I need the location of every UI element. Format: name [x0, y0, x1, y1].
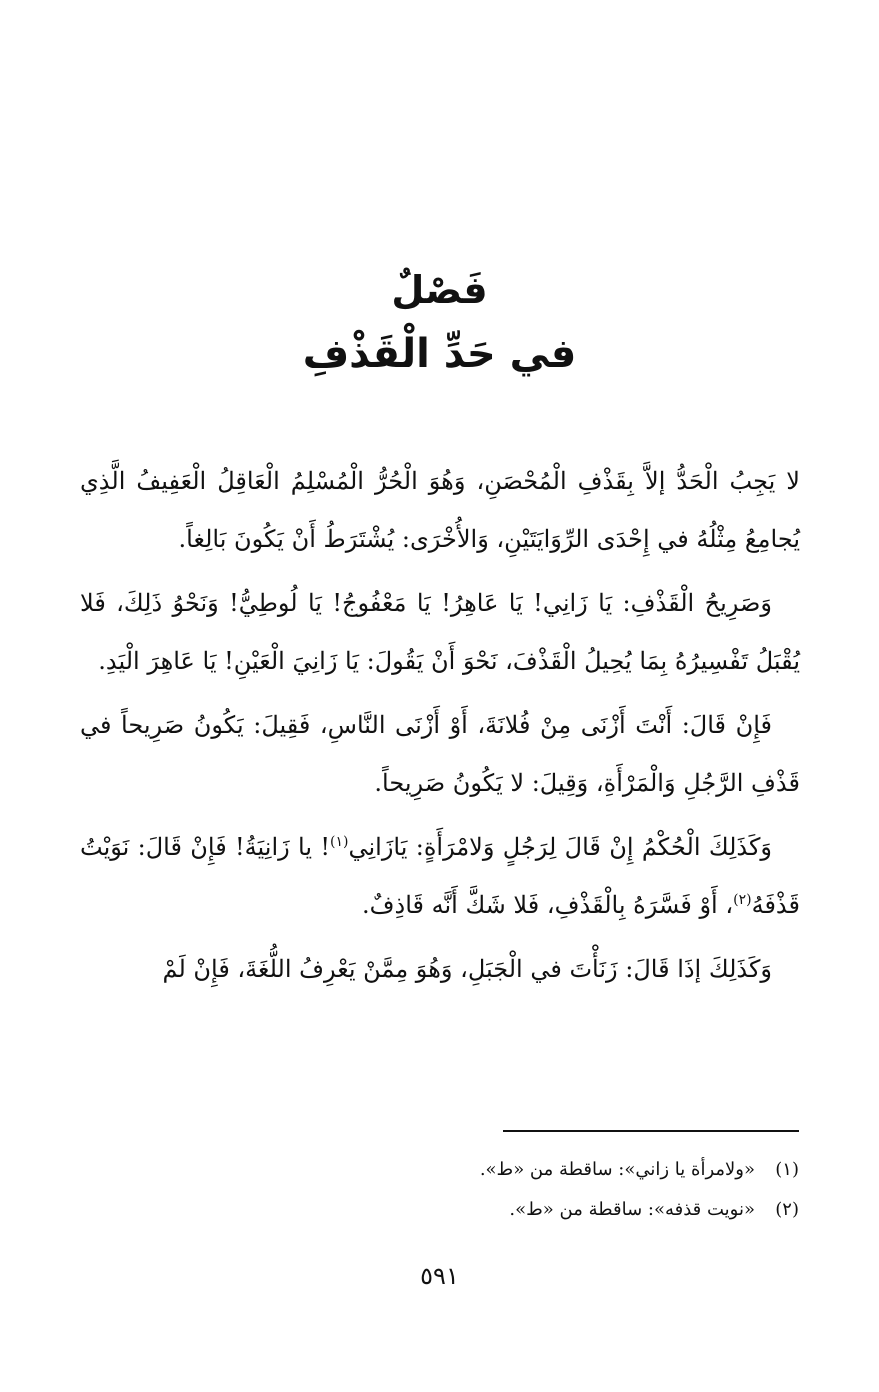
paragraph-3: فَإِنْ قَالَ: أَنْتَ أَزْنَى مِنْ فُلانَةَ، أَوْ أَزْنَى النَّاسِ، فَقِيلَ: يَكُونُ صَرِيحاً في قَذْفِ الرَّجُلِ وَالْمَرْأَةِ، وَقِيلَ: لا يَكُونُ صَرِيحاً.: [80, 711, 800, 797]
footnote-ref-1[interactable]: (١): [330, 834, 349, 850]
paragraph-4-part-2: ! يا زَانِيَةُ! فَإِنْ قَالَ: نَوَيْتُ قَذْفَهُ: [80, 833, 800, 919]
paragraph-2: وَصَرِيحُ الْقَذْفِ: يَا زَانِي! يَا عَاهِرُ! يَا مَعْفُوجُ! يَا لُوطِيُّ! وَنَحْوُ ذَلِكَ، فَلا يُقْبَلُ تَفْسِيرُهُ بِمَا يُحِيلُ الْقَذْفَ، نَحْوَ أَنْ يَقُولَ: يَا زَانِيَ الْعَيْنِ! يَا عَاهِرَ الْيَدِ.: [80, 589, 800, 675]
footnote-text: «نويت قذفه»: ساقطة من «ط».: [509, 1199, 755, 1220]
main-text: [80, 452, 800, 1004]
footnote-number: (١): [775, 1159, 799, 1180]
paragraph-4-part-1: وَكَذَلِكَ الْحُكْمُ إِنْ قَالَ لِرَجُلٍ وَلامْرَأَةٍ: يَازَانِي: [348, 833, 773, 861]
footnote-ref-2[interactable]: (٢): [733, 892, 752, 908]
footnote-2: [79, 1190, 799, 1230]
footnote-1: [79, 1150, 799, 1190]
paragraph-4: [80, 818, 800, 934]
section-subheading: في حَدِّ الْقَذْفِ: [302, 331, 577, 377]
paragraph-5: وَكَذَلِكَ إذَا قَالَ: زَنَأْتَ في الْجَبَلِ، وَهُوَ مِمَّنْ يَعْرِفُ اللُّغَةَ، فَإِنْ لَمْ: [162, 955, 772, 983]
page-number: ٥٩١: [420, 1262, 459, 1290]
footnote-number: (٢): [775, 1199, 799, 1220]
footnotes: [79, 1150, 799, 1230]
paragraph-4-part-3: ، أَوْ فَسَّرَهُ بِالْقَذْفِ، فَلا شَكَّ أَنَّه قَاذِفٌ.: [362, 891, 734, 919]
footnote-divider: [503, 1130, 799, 1132]
section-heading: فَصْلٌ: [391, 268, 488, 312]
paragraph-1: لا يَجِبُ الْحَدُّ إلاَّ بِقَذْفِ الْمُحْصَنِ، وَهُوَ الْحُرُّ الْمُسْلِمُ الْعَاقِلُ الْعَفِيفُ الَّذِي يُجامِعُ مِثْلُهُ في إِحْدَى الرِّوَايَتَيْنِ، وَالأُخْرَى: يُشْتَرَطُ أَنْ يَكُونَ بَالِغاً.: [80, 467, 800, 553]
footnote-text: «ولامرأة يا زاني»: ساقطة من «ط».: [479, 1159, 755, 1180]
